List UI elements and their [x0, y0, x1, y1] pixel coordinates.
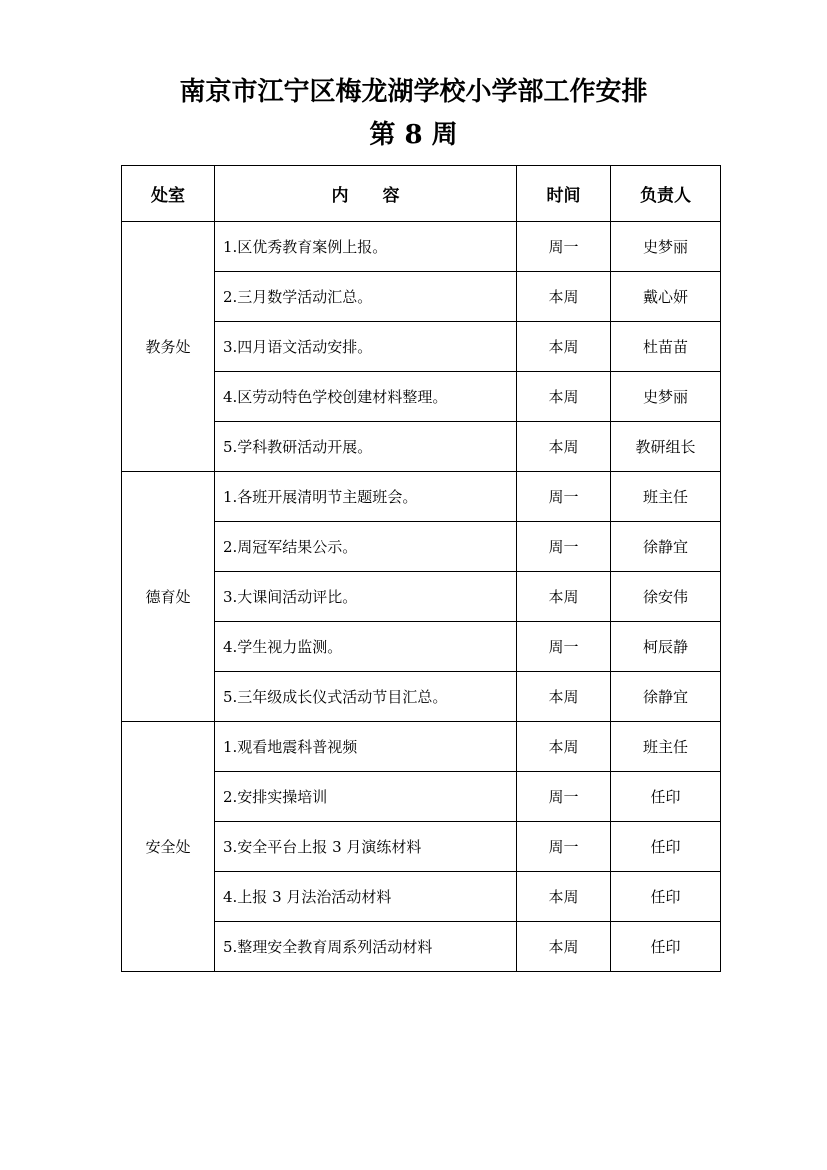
time-cell: 本周 — [517, 922, 611, 972]
content-cell: 4.区劳动特色学校创建材料整理。 — [215, 372, 517, 422]
dept-cell: 教务处 — [122, 222, 215, 472]
person-cell: 史梦丽 — [611, 222, 721, 272]
time-cell: 周一 — [517, 522, 611, 572]
header-person: 负责人 — [611, 166, 721, 222]
time-cell: 本周 — [517, 872, 611, 922]
time-cell: 本周 — [517, 572, 611, 622]
time-cell: 本周 — [517, 422, 611, 472]
schedule-table — [121, 165, 721, 972]
person-cell: 徐静宜 — [611, 672, 721, 722]
person-cell: 史梦丽 — [611, 372, 721, 422]
time-cell: 周一 — [517, 772, 611, 822]
content-cell: 3.大课间活动评比。 — [215, 572, 517, 622]
time-cell: 本周 — [517, 372, 611, 422]
dept-cell: 安全处 — [122, 722, 215, 972]
person-cell: 徐静宜 — [611, 522, 721, 572]
person-cell: 任印 — [611, 872, 721, 922]
person-cell: 戴心妍 — [611, 272, 721, 322]
table-row — [122, 472, 721, 522]
time-cell: 本周 — [517, 672, 611, 722]
content-cell: 1.各班开展清明节主题班会。 — [215, 472, 517, 522]
time-cell: 本周 — [517, 322, 611, 372]
person-cell: 班主任 — [611, 722, 721, 772]
header-time: 时间 — [517, 166, 611, 222]
content-cell: 4.上报 3 月法治活动材料 — [215, 872, 517, 922]
content-cell: 3.安全平台上报 3 月演练材料 — [215, 822, 517, 872]
time-cell: 周一 — [517, 822, 611, 872]
person-cell: 徐安伟 — [611, 572, 721, 622]
header-dept: 处室 — [122, 166, 215, 222]
person-cell: 教研组长 — [611, 422, 721, 472]
document-title: 南京市江宁区梅龙湖学校小学部工作安排 — [179, 77, 648, 107]
content-cell: 2.周冠军结果公示。 — [215, 522, 517, 572]
time-cell: 周一 — [517, 472, 611, 522]
content-cell: 5.三年级成长仪式活动节目汇总。 — [215, 672, 517, 722]
person-cell: 任印 — [611, 922, 721, 972]
time-cell: 周一 — [517, 622, 611, 672]
time-cell: 本周 — [517, 272, 611, 322]
header-row — [122, 166, 721, 222]
time-cell: 本周 — [517, 722, 611, 772]
person-cell: 任印 — [611, 772, 721, 822]
content-cell: 5.整理安全教育周系列活动材料 — [215, 922, 517, 972]
content-cell: 5.学科教研活动开展。 — [215, 422, 517, 472]
table-row — [122, 222, 721, 272]
person-cell: 任印 — [611, 822, 721, 872]
content-cell: 2.安排实操培训 — [215, 772, 517, 822]
person-cell: 班主任 — [611, 472, 721, 522]
content-cell: 3.四月语文活动安排。 — [215, 322, 517, 372]
time-cell: 周一 — [517, 222, 611, 272]
content-cell: 1.观看地震科普视频 — [215, 722, 517, 772]
header-content: 内 容 — [215, 166, 517, 222]
week-label: 第 8 周 — [369, 120, 458, 150]
content-cell: 1.区优秀教育案例上报。 — [215, 222, 517, 272]
content-cell: 2.三月数学活动汇总。 — [215, 272, 517, 322]
content-cell: 4.学生视力监测。 — [215, 622, 517, 672]
dept-cell: 德育处 — [122, 472, 215, 722]
person-cell: 柯辰静 — [611, 622, 721, 672]
person-cell: 杜苗苗 — [611, 322, 721, 372]
table-row — [122, 722, 721, 772]
